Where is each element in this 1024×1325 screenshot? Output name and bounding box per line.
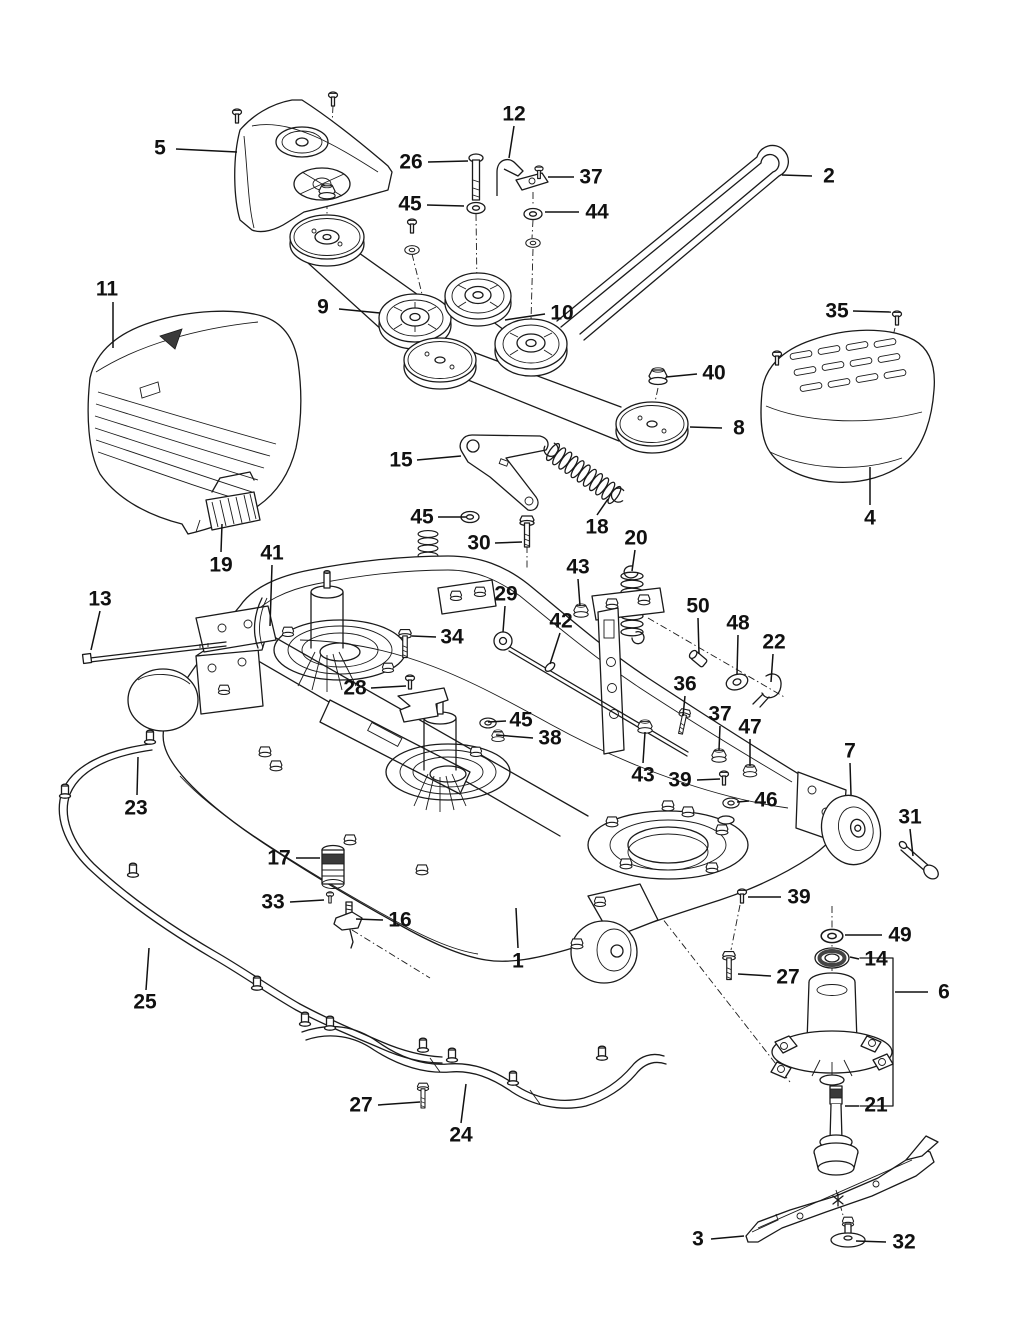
leader-line-8 [690, 427, 722, 428]
part-4-deck-cover-right [761, 311, 934, 482]
callout-8: 8 [733, 416, 745, 440]
callout-15: 15 [389, 448, 413, 472]
leader-line-3 [711, 1236, 744, 1239]
callout-2: 2 [823, 164, 835, 188]
callout-49: 49 [888, 923, 912, 947]
leader-line-27 [378, 1102, 420, 1105]
callout-50: 50 [686, 594, 710, 618]
callout-16: 16 [388, 908, 412, 932]
cover-5-screw-left [233, 109, 242, 123]
callout-42: 42 [549, 609, 573, 633]
washer-32 [831, 1217, 865, 1247]
assembly-6-bracket [860, 958, 893, 1106]
callout-44: 44 [585, 200, 609, 224]
part-18-extension-spring [539, 438, 628, 509]
callout-34: 34 [440, 625, 464, 649]
leader-line-25 [146, 948, 149, 990]
leader-line-16 [356, 919, 383, 920]
nut-40 [649, 368, 667, 385]
part-15-idler-arm [460, 435, 548, 510]
leader-line-34 [412, 636, 436, 637]
callout-41: 41 [260, 541, 284, 565]
callout-43: 43 [631, 763, 655, 787]
callout-29: 29 [494, 582, 518, 606]
bolt-30 [520, 516, 534, 547]
callout-32: 32 [892, 1230, 916, 1254]
callout-27: 27 [776, 965, 800, 989]
callout-45: 45 [410, 505, 434, 529]
leader-line-35 [853, 311, 891, 312]
callout-47: 47 [738, 715, 762, 739]
callout-27: 27 [349, 1093, 373, 1117]
part-17-plug [322, 846, 344, 889]
callout-21: 21 [864, 1093, 888, 1117]
callout-39: 39 [787, 885, 811, 909]
callout-4: 4 [864, 506, 876, 530]
leader-line-2 [782, 175, 812, 176]
flat-idler-pulley-lower [404, 338, 476, 389]
leader-line-37 [719, 726, 720, 750]
callout-7: 7 [844, 739, 856, 763]
nut-43a [574, 604, 588, 617]
spindle-housing [771, 973, 893, 1085]
washer-49 [821, 929, 843, 942]
callout-45: 45 [398, 192, 422, 216]
callout-18: 18 [585, 515, 609, 539]
bolt-27c [417, 1083, 428, 1108]
leader-line-30 [495, 542, 522, 543]
leader-line-46 [737, 801, 749, 802]
callout-10: 10 [550, 301, 574, 325]
leader-line-12 [509, 126, 514, 158]
callout-35: 35 [825, 299, 849, 323]
leader-line-45 [427, 205, 464, 206]
part-5-belt-cover-front [233, 92, 393, 232]
callout-24: 24 [449, 1123, 473, 1147]
leader-line-23 [137, 757, 138, 795]
leader-line-31 [910, 829, 913, 856]
nut-under-cover5 [319, 184, 335, 199]
cover-5-screw-top [329, 92, 338, 106]
callout-45: 45 [509, 708, 533, 732]
callout-23: 23 [124, 796, 148, 820]
callout-46: 46 [754, 788, 778, 812]
leader-line-22 [771, 654, 773, 682]
callout-13: 13 [88, 587, 112, 611]
shaft-21 [814, 1086, 858, 1175]
callout-17: 17 [267, 846, 291, 870]
callout-3: 3 [692, 1227, 704, 1251]
bearing-14 [815, 948, 849, 968]
idler-pulley-8 [616, 402, 688, 453]
leader-line-33 [290, 900, 324, 902]
washer-45c [480, 718, 496, 728]
flat-idler-pulley-top [290, 215, 364, 266]
leader-line-32 [856, 1241, 886, 1242]
leader-line-19 [221, 524, 222, 552]
pulley-group [290, 184, 688, 453]
leader-line-40 [666, 374, 697, 377]
spindle-pulley-10 [495, 319, 567, 376]
callout-38: 38 [538, 726, 562, 750]
callout-28: 28 [343, 676, 367, 700]
callout-6: 6 [938, 980, 950, 1004]
washer-46 [723, 798, 739, 808]
callout-26: 26 [399, 150, 423, 174]
center-idler-pulley [445, 273, 511, 326]
callout-36: 36 [673, 672, 697, 696]
small-washer-between-pulleys [405, 246, 419, 255]
callout-1: 1 [512, 949, 524, 973]
leader-line-48 [737, 635, 738, 674]
leader-line-20 [632, 550, 635, 571]
leader-line-18 [597, 499, 608, 515]
leader-line-27 [738, 974, 771, 976]
callout-14: 14 [864, 947, 888, 971]
callout-40: 40 [702, 361, 726, 385]
callout-11: 11 [95, 277, 119, 301]
bolt-39b [738, 889, 747, 903]
bolt-26 [469, 154, 483, 200]
part-11-deck-cover-left [88, 311, 301, 534]
leader-line-5 [176, 149, 237, 152]
callout-39: 39 [668, 768, 692, 792]
callout-5: 5 [154, 136, 166, 160]
callout-31: 31 [898, 805, 922, 829]
callout-25: 25 [133, 990, 157, 1014]
spacer-50 [688, 649, 708, 667]
leader-line-7 [850, 763, 851, 795]
leader-line-15 [417, 456, 461, 460]
washer-below-46 [718, 816, 734, 824]
bolt-27b [723, 952, 736, 980]
callout-9: 9 [317, 295, 329, 319]
leader-line-24 [461, 1084, 466, 1123]
screw-35 [893, 311, 902, 325]
callout-33: 33 [261, 890, 285, 914]
bolt-31 [898, 840, 941, 882]
washer-45a [467, 203, 485, 214]
leader-line-26 [428, 161, 468, 162]
screw-33 [326, 892, 333, 903]
callout-43: 43 [566, 555, 590, 579]
leader-line-13 [91, 611, 100, 650]
leader-line-39 [697, 779, 720, 780]
callout-37: 37 [708, 702, 732, 726]
callout-37: 37 [579, 165, 603, 189]
leader-line-14 [850, 957, 859, 959]
washer-48 [724, 671, 750, 692]
washer-below-44 [526, 239, 540, 248]
washer-44 [524, 209, 542, 220]
small-bolt-between-pulleys [408, 219, 417, 233]
callout-30: 30 [467, 531, 491, 555]
callout-20: 20 [624, 526, 648, 550]
callout-48: 48 [726, 611, 750, 635]
ring-29 [494, 632, 512, 650]
leader-line-50 [698, 618, 699, 654]
nut-37b [712, 749, 726, 762]
nut-43b [638, 720, 652, 733]
callout-19: 19 [209, 553, 233, 577]
nut-47 [743, 764, 757, 777]
leader-line-43 [578, 579, 580, 606]
callout-22: 22 [762, 630, 786, 654]
clip-22 [753, 674, 781, 707]
part-16-fitting [334, 902, 362, 948]
callout-12: 12 [502, 102, 526, 126]
leader-line-45 [488, 721, 506, 722]
